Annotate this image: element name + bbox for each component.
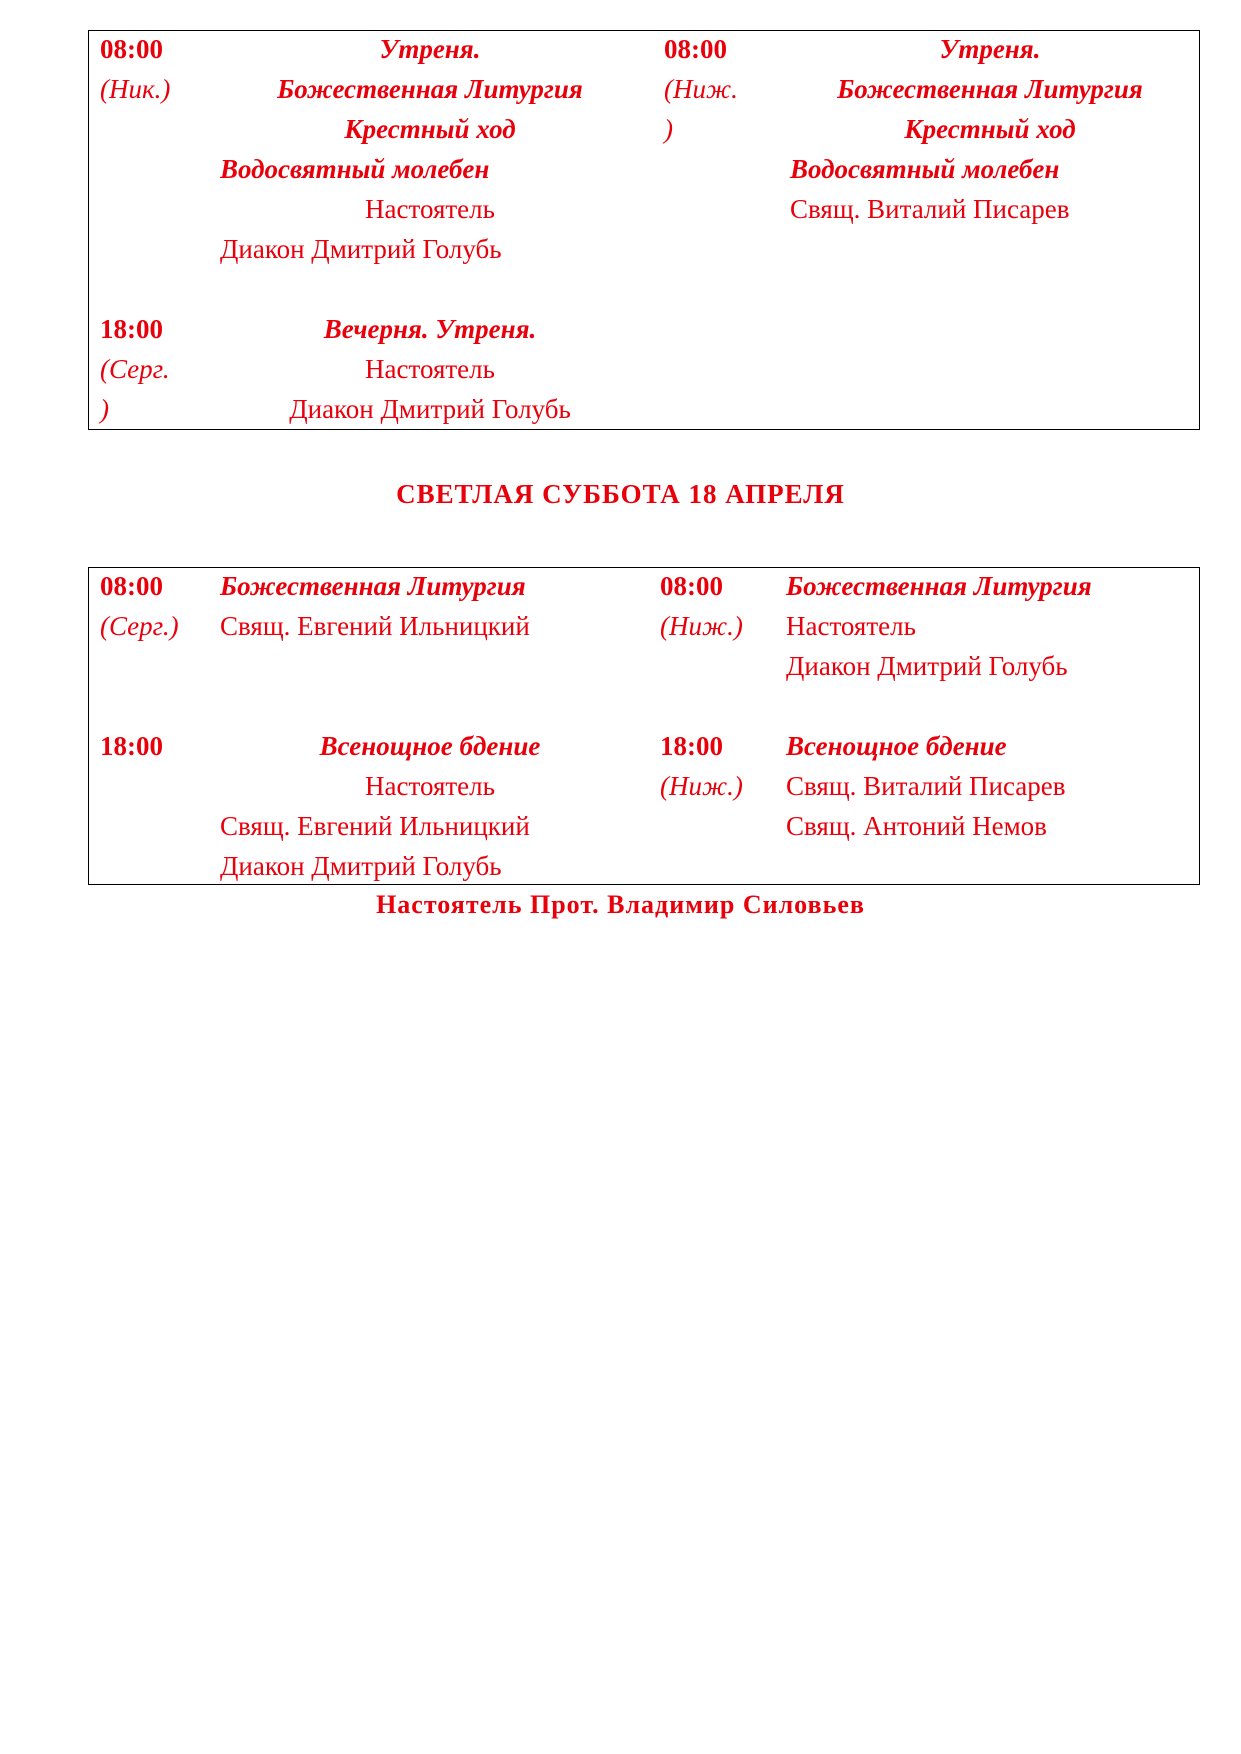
- time-label: 18:00: [660, 731, 723, 761]
- clergy-name: Свящ. Виталий Писарев: [786, 771, 1066, 801]
- place-label: ): [664, 114, 673, 144]
- clergy-name: Диакон Дмитрий Голубь: [220, 851, 502, 881]
- place-label: (Серг.: [100, 354, 170, 384]
- clergy-name: Свящ. Евгений Ильницкий: [220, 811, 530, 841]
- time-label: 08:00: [664, 34, 727, 64]
- service-title: Крестный ход: [904, 114, 1076, 144]
- clergy-name: Диакон Дмитрий Голубь: [220, 234, 502, 264]
- clergy-name: Свящ. Виталий Писарев: [790, 194, 1070, 224]
- time-label: 08:00: [100, 34, 163, 64]
- service-title: Всенощное бдение: [319, 731, 541, 761]
- place-label: (Серг.): [100, 611, 179, 641]
- clergy-name: Свящ. Евгений Ильницкий: [220, 611, 530, 641]
- time-label: 18:00: [100, 731, 163, 761]
- service-title: Божественная Литургия: [277, 74, 583, 104]
- service-title: Утреня.: [939, 34, 1041, 64]
- clergy-name: Свящ. Антоний Немов: [786, 811, 1047, 841]
- time-label: 08:00: [660, 571, 723, 601]
- clergy-name: Настоятель: [786, 611, 916, 641]
- place-label: (Ниж.): [660, 611, 743, 641]
- service-title: Водосвятный молебен: [220, 154, 490, 184]
- service-title: Всенощное бдение: [786, 731, 1007, 761]
- time-label: 08:00: [100, 571, 163, 601]
- clergy-name: Диакон Дмитрий Голубь: [786, 651, 1068, 681]
- place-label: (Ник.): [100, 74, 171, 104]
- service-title: Божественная Литургия: [837, 74, 1143, 104]
- place-label: ): [100, 394, 109, 424]
- place-label: (Ниж.: [664, 74, 738, 104]
- day-heading: СВЕТЛАЯ СУББОТА 18 АПРЕЛЯ: [396, 479, 845, 509]
- time-label: 18:00: [100, 314, 163, 344]
- clergy-name: Настоятель: [365, 354, 495, 384]
- clergy-name: Настоятель: [365, 771, 495, 801]
- place-label: (Ниж.): [660, 771, 743, 801]
- service-title: Вечерня. Утреня.: [323, 314, 537, 344]
- clergy-name: Диакон Дмитрий Голубь: [289, 394, 571, 424]
- service-title: Утреня.: [379, 34, 481, 64]
- service-title: Божественная Литургия: [220, 571, 526, 601]
- service-title: Водосвятный молебен: [790, 154, 1060, 184]
- service-title: Божественная Литургия: [786, 571, 1092, 601]
- service-title: Крестный ход: [344, 114, 516, 144]
- rector-signature: Настоятель Прот. Владимир Силовьев: [376, 890, 865, 919]
- clergy-name: Настоятель: [365, 194, 495, 224]
